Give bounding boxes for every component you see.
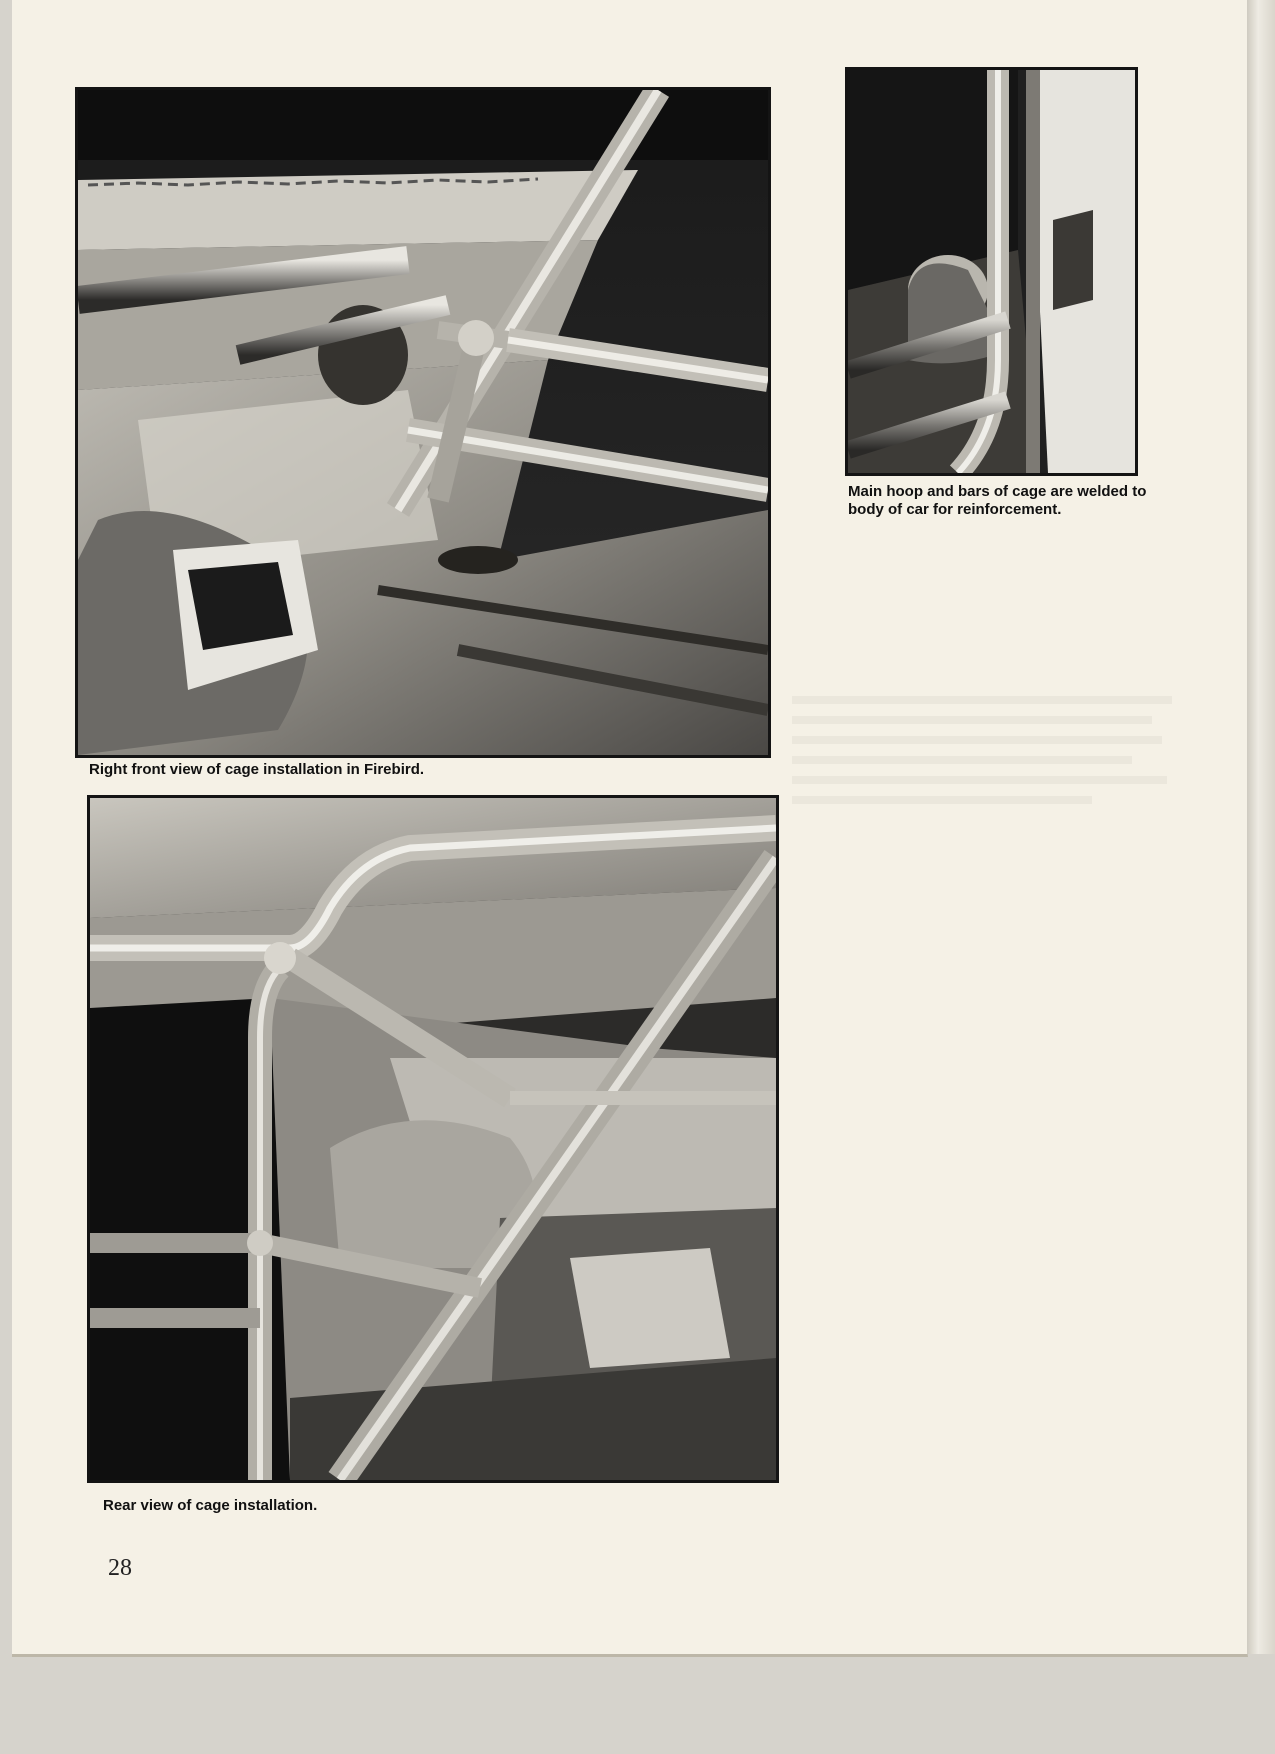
caption-rear-view: Rear view of cage installation. xyxy=(103,1497,318,1514)
show-through-text xyxy=(792,690,1192,990)
caption-main-hoop-detail: Main hoop and bars of cage are welded to body of car for reinforcement. xyxy=(848,483,1147,518)
photo-right-front-view xyxy=(75,87,771,758)
photo-right-front-view-image xyxy=(78,90,768,755)
caption-right-front-view: Right front view of cage installation in Firebird. xyxy=(89,761,425,778)
photo-main-hoop-detail-image xyxy=(848,70,1135,473)
photo-main-hoop-detail xyxy=(845,67,1138,476)
photo-rear-view xyxy=(87,795,779,1483)
photo-rear-view-image xyxy=(90,798,776,1480)
document-page xyxy=(12,0,1248,1657)
page-edge-shadow xyxy=(1247,0,1275,1654)
page-number: 28 xyxy=(108,1555,132,1581)
